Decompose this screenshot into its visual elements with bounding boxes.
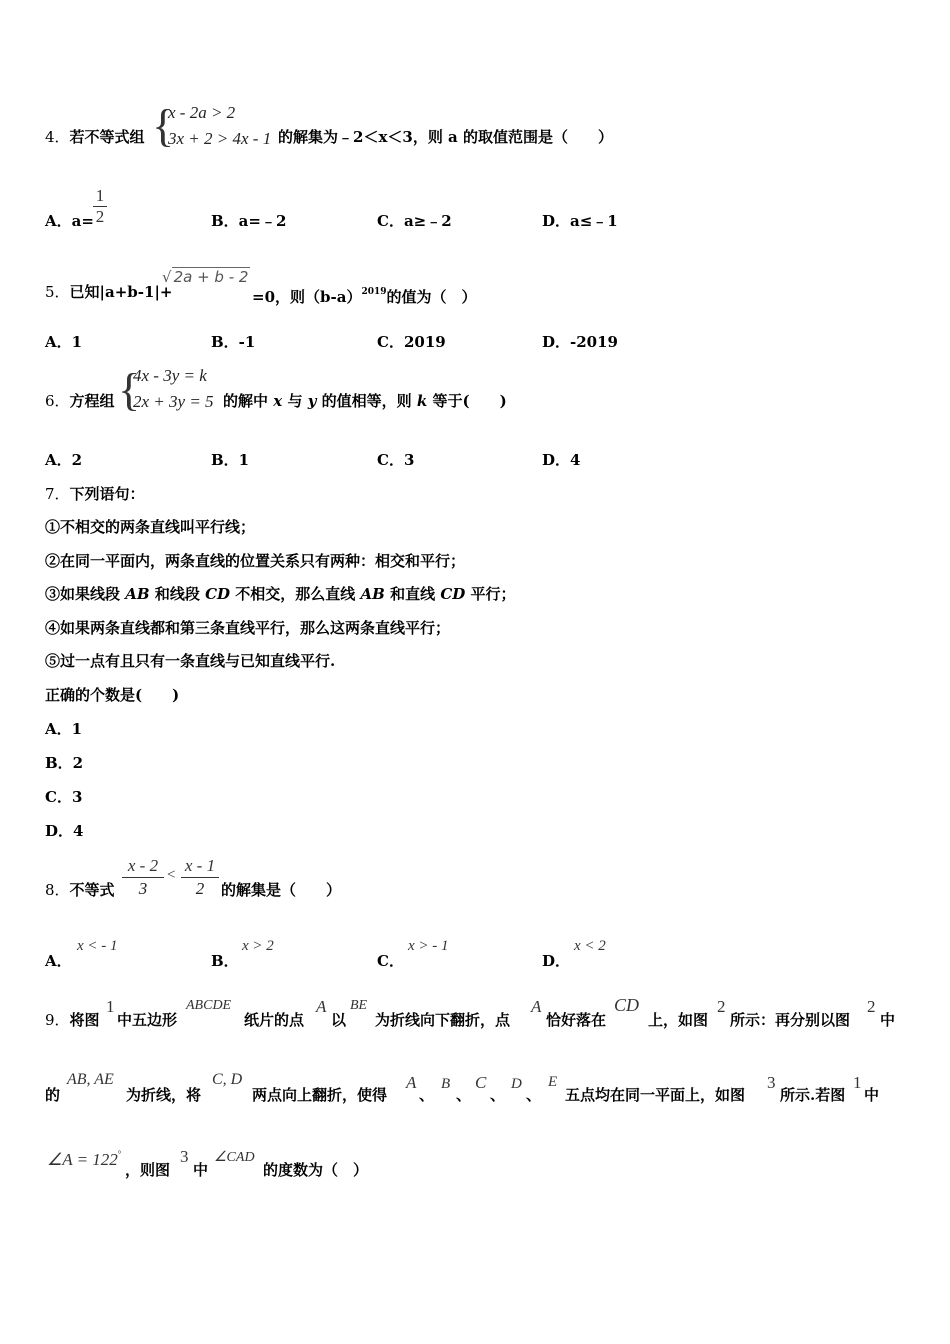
q5-tail — [252, 282, 477, 307]
q5-option-d[interactable]: D．-2019 — [542, 333, 618, 351]
q7-stem — [45, 484, 145, 504]
q4-brace: { — [152, 100, 175, 151]
q5-end: 的值为（ ） — [386, 288, 477, 306]
q7-option-b[interactable]: B．2 — [45, 754, 84, 772]
q9-p-d: D — [511, 1076, 522, 1092]
q9-angle-a — [47, 1149, 121, 1170]
q9-p-c: C — [475, 1073, 487, 1092]
q5-sqrt-sign: √ — [162, 268, 172, 286]
q6-tail — [223, 391, 507, 411]
q5-option-b[interactable]: B．-1 — [211, 333, 256, 351]
q9-l2-de: 的 — [45, 1086, 61, 1104]
q7-option-d[interactable]: D．4 — [45, 822, 84, 840]
q9-sep4: 、 — [526, 1086, 542, 1104]
q4-option-b[interactable]: B．a=﹣2 — [211, 212, 287, 230]
q9-l3-t2: 中 — [193, 1161, 209, 1179]
q5-number: 5． — [45, 283, 70, 301]
q9-p-a: A — [406, 1073, 417, 1092]
q6-option-a[interactable]: A．2 — [45, 451, 83, 469]
q7-s3-b: 和线段 — [154, 585, 200, 603]
q8-fraction-left-den: 3 — [122, 877, 164, 900]
q6-tail-c: 的值相等，则 — [321, 392, 412, 410]
q7-s3-cd: CD — [205, 585, 231, 603]
q7-question: 正确的个数是( ) — [45, 686, 180, 704]
q9-number: 9． — [45, 1011, 70, 1029]
q9-l2-t4: 所示.若图 — [780, 1086, 846, 1104]
q6-number: 6． — [45, 392, 70, 410]
q7-lead: 下列语句： — [69, 485, 145, 503]
q9-fig3: 3 — [767, 1073, 776, 1092]
q6-tail-a: 的解中 — [223, 392, 269, 410]
q6-var-y: y — [307, 392, 317, 410]
q9-t8: 所示：再分别以图 — [730, 1011, 851, 1029]
q7-s3-c: 不相交，那么直线 — [235, 585, 356, 603]
q4-option-c[interactable]: C．a≥﹣2 — [377, 212, 452, 230]
q8-tail: 的解集是（ ） — [221, 881, 342, 899]
q8-less-than: < — [167, 867, 176, 883]
q9-cd: CD — [614, 995, 640, 1015]
q7-s3-ab2: AB — [360, 585, 385, 603]
q9-degree: ° — [117, 1149, 122, 1159]
q7-s3-e: 平行； — [470, 585, 516, 603]
q4-option-a-label: A． — [45, 212, 72, 230]
q4-system — [168, 100, 271, 152]
q5-stem — [45, 282, 172, 302]
q8-fraction-left — [122, 855, 164, 900]
q8-lead: 不等式 — [69, 881, 115, 899]
q8-option-d-math: x < 2 — [574, 938, 606, 954]
q9-be: BE — [350, 998, 368, 1013]
q4-option-d[interactable]: D．a≤﹣1 — [542, 212, 618, 230]
q5-option-c[interactable]: C．2019 — [377, 333, 446, 351]
q5-mid: =0，则（b-a） — [252, 288, 362, 306]
q6-lead: 方程组 — [69, 392, 115, 410]
q9-t2: 中五边形 — [117, 1011, 178, 1029]
q9-fig1: 1 — [106, 997, 115, 1016]
q6-system — [133, 363, 214, 415]
q5-sqrt — [162, 268, 250, 286]
q9-sep3: 、 — [490, 1086, 506, 1104]
q4-option-a-fraction — [93, 186, 107, 227]
q7-s3-d: 和直线 — [390, 585, 436, 603]
q7-s3-ab: AB — [125, 585, 150, 603]
q8-option-d-label[interactable]: D． — [542, 952, 571, 970]
q8-option-b-label[interactable]: B． — [211, 952, 239, 970]
q7-statement-4: ④如果两条直线都和第三条直线平行，那么这两条直线平行； — [45, 619, 451, 637]
q4-tail: 的解集为﹣2＜x＜3，则 a 的取值范围是（ ） — [278, 128, 613, 146]
q4-number: 4． — [45, 128, 70, 146]
q8-number: 8． — [45, 881, 70, 899]
q5-radicand: 2a + b - 2 — [173, 268, 249, 286]
q9-p-b: B — [441, 1076, 451, 1092]
q9-t3: 纸片的点 — [244, 1011, 305, 1029]
q6-option-d[interactable]: D．4 — [542, 451, 581, 469]
q9-ab-ae: AB, AE — [67, 1071, 114, 1088]
q4-option-a-denominator: 2 — [93, 206, 107, 227]
q7-number: 7． — [45, 485, 70, 503]
q9-cd-points: C, D — [212, 1071, 243, 1088]
q9-t5: 为折线向下翻折，点 — [375, 1011, 511, 1029]
q8-option-c-math: x > - 1 — [408, 938, 449, 954]
q9-point-a2: A — [531, 997, 542, 1016]
q9-t4: 以 — [331, 1011, 347, 1029]
q6-system-line1: 4x - 3y = k — [133, 366, 207, 385]
q9-l3-t1: ，则图 — [125, 1161, 171, 1179]
q4-option-a[interactable] — [45, 211, 94, 231]
q8-fraction-right-den: 2 — [181, 877, 219, 900]
q7-statement-3 — [45, 584, 516, 604]
q8-stem — [45, 880, 115, 900]
q9-fig3b: 3 — [180, 1147, 189, 1166]
q9-t7: 上，如图 — [648, 1011, 709, 1029]
q7-statement-1: ①不相交的两条直线叫平行线； — [45, 518, 256, 536]
q9-fig2b: 2 — [867, 997, 876, 1016]
q5-option-a[interactable]: A．1 — [45, 333, 83, 351]
q5-lead: 已知|a+b-1|+ — [69, 283, 173, 301]
q9-t6: 恰好落在 — [546, 1011, 607, 1029]
q8-fraction-left-num: x - 2 — [127, 856, 159, 875]
q4-lead: 若不等式组 — [69, 128, 145, 146]
q6-option-c[interactable]: C．3 — [377, 451, 415, 469]
q9-pentagon: ABCDE — [186, 998, 232, 1013]
q9-l2-t5: 中 — [864, 1086, 880, 1104]
q6-tail-b: 与 — [287, 392, 303, 410]
q6-var-x: x — [273, 392, 283, 410]
q8-fraction-right — [181, 855, 219, 900]
q4-stem — [45, 127, 145, 147]
q9-fig1b: 1 — [853, 1073, 862, 1092]
q6-var-k: k — [416, 392, 428, 410]
q8-option-b-math: x > 2 — [242, 938, 274, 954]
q8-option-a-label[interactable]: A． — [45, 952, 72, 970]
q6-system-line2: 2x + 3y = 5 — [133, 392, 214, 411]
q7-option-a[interactable]: A．1 — [45, 720, 83, 738]
q6-stem — [45, 391, 115, 411]
q8-option-c-label[interactable]: C． — [377, 952, 404, 970]
q7-s3-a: ③如果线段 — [45, 585, 121, 603]
q9-l2-t2: 两点向上翻折，使得 — [252, 1086, 388, 1104]
q7-option-c[interactable]: C．3 — [45, 788, 83, 806]
q9-angle-cad: ∠CAD — [214, 1150, 255, 1165]
q4-system-line2: 3x + 2 > 4x - 1 — [168, 129, 272, 148]
q9-l2-t1: 为折线，将 — [126, 1086, 202, 1104]
q7-statement-2: ②在同一平面内，两条直线的位置关系只有两种：相交和平行； — [45, 552, 466, 570]
q9-point-a: A — [316, 997, 327, 1016]
q9-fig2: 2 — [717, 997, 726, 1016]
q8-option-a-math: x < - 1 — [77, 938, 118, 954]
q9-sep2: 、 — [456, 1086, 472, 1104]
q9-t9: 中 — [880, 1011, 896, 1029]
q4-system-line1: x - 2a > 2 — [168, 103, 236, 122]
q4-option-a-text: a= — [71, 212, 94, 230]
q4-option-a-numerator: 1 — [95, 186, 105, 205]
q9-sep1: 、 — [419, 1086, 435, 1104]
q9-p-e: E — [548, 1074, 558, 1090]
q6-brace: { — [118, 364, 141, 415]
q6-option-b[interactable]: B．1 — [211, 451, 250, 469]
q6-tail-d: 等于( ) — [432, 392, 507, 410]
q9-line-1 — [45, 1010, 100, 1030]
q9-t1: 将图 — [69, 1011, 100, 1029]
q5-exponent: 2019 — [361, 287, 387, 297]
q9-angle-a-text: ∠A = 122 — [47, 1150, 118, 1169]
q8-fraction-right-num: x - 1 — [184, 856, 216, 875]
q7-statement-5: ⑤过一点有且只有一条直线与已知直线平行. — [45, 652, 336, 670]
q7-s3-cd2: CD — [440, 585, 466, 603]
q9-l2-t3: 五点均在同一平面上，如图 — [565, 1086, 746, 1104]
q9-l3-t3: 的度数为（ ） — [263, 1161, 369, 1179]
